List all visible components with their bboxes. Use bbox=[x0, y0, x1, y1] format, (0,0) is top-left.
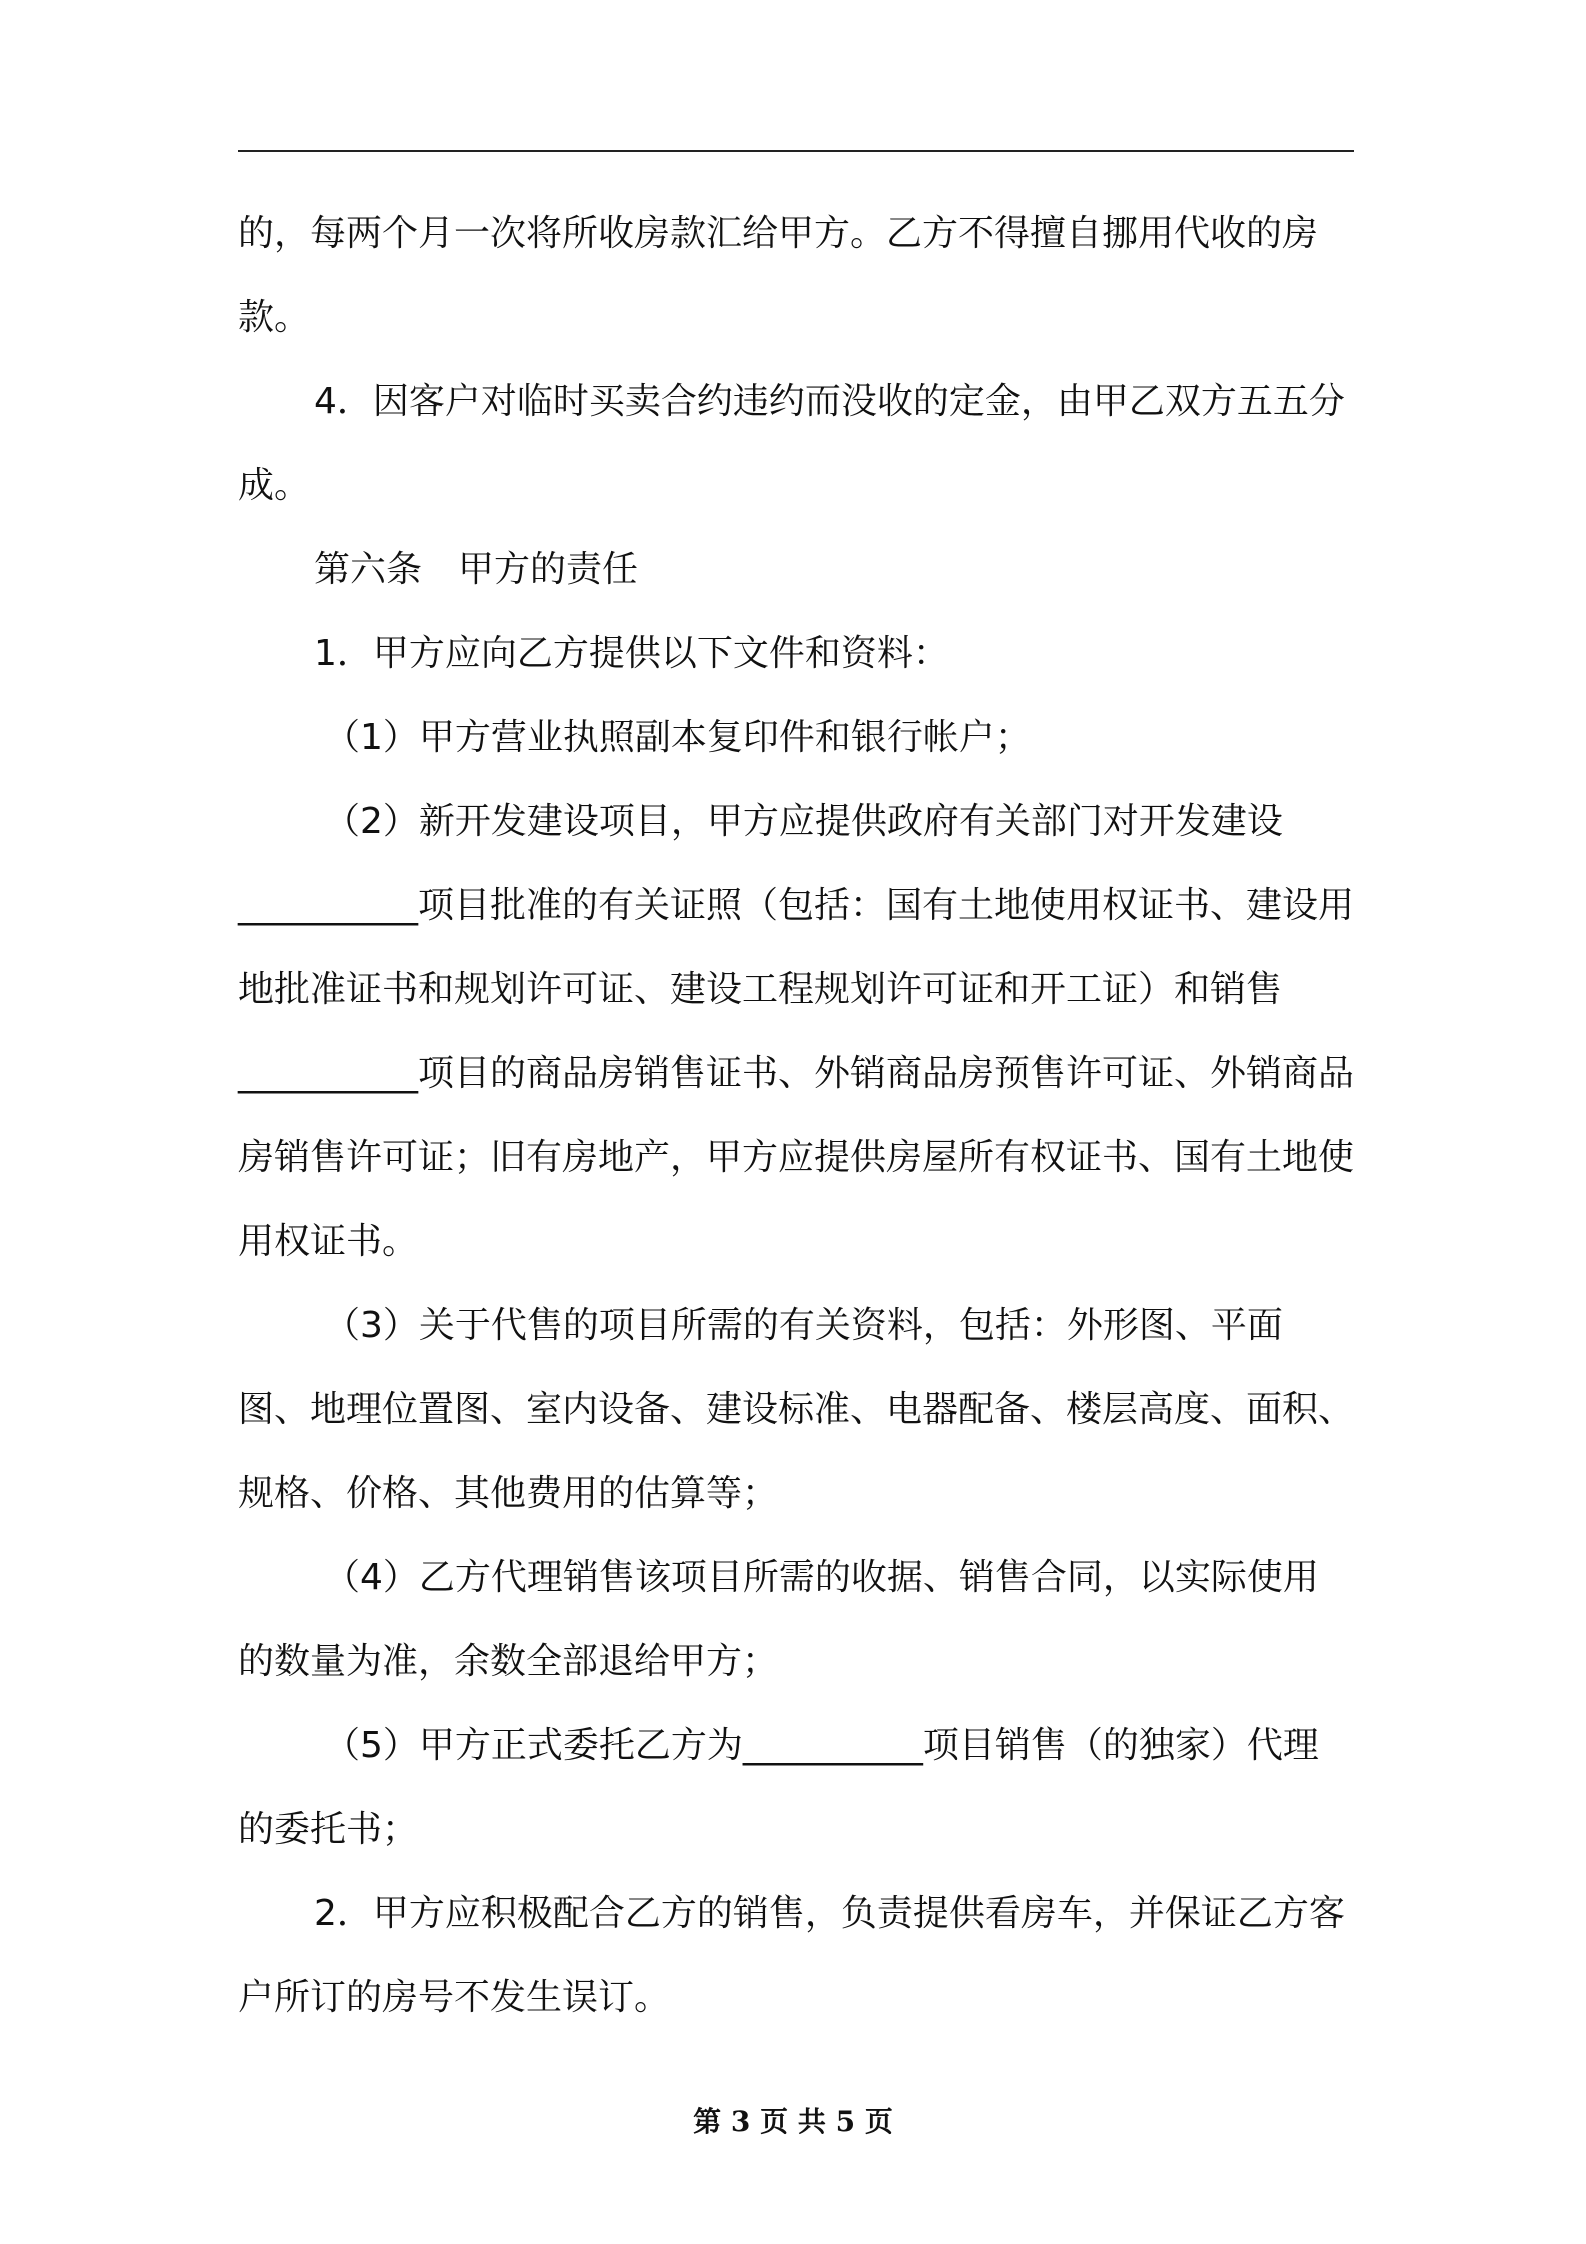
list-item-receipts-contracts: （4）乙方代理销售该项目所需的收据、销售合同，以实际使用的数量为准，余数全部退给甲方； bbox=[238, 1557, 1319, 1682]
page-number-footer: 第 3 页 共 5 页 bbox=[693, 2105, 893, 2138]
list-item-project-permits: （2）新开发建设项目，甲方应提供政府有关部门对开发建设__________项目批准的有关证照（包括：国有土地使用权证书、建设用地批准证书和规划许可证、建设工程规划许可证和开工证）和销售__________项目的商品房销售证书、外销商品房预售许可证、外销商品房销售许可证；旧有房地产，甲方应提供房屋所有权证书、国有土地使用权证书。 bbox=[238, 801, 1355, 1262]
paragraph-provide-documents: 1．甲方应向乙方提供以下文件和资料： bbox=[314, 633, 949, 674]
document-body bbox=[238, 192, 1354, 2040]
paragraph-deposit-split: 4．因客户对临时买卖合约违约而没收的定金，由甲乙双方五五分成。 bbox=[238, 381, 1345, 506]
header-rule bbox=[238, 150, 1354, 152]
section-heading-article-six: 第六条 甲方的责任 bbox=[314, 549, 639, 590]
paragraph-cooperate-sales: 2．甲方应积极配合乙方的销售，负责提供看房车，并保证乙方客户所订的房号不发生误订。 bbox=[238, 1893, 1345, 2018]
list-item-business-license: （1）甲方营业执照副本复印件和银行帐户； bbox=[324, 717, 1031, 758]
list-item-project-materials: （3）关于代售的项目所需的有关资料，包括：外形图、平面图、地理位置图、室内设备、建设标准、电器配备、楼层高度、面积、规格、价格、其他费用的估算等； bbox=[238, 1305, 1355, 1514]
list-item-power-of-attorney: （5）甲方正式委托乙方为__________项目销售（的独家）代理的委托书； bbox=[238, 1725, 1319, 1850]
paragraph-payment-transfer: 的，每两个月一次将所收房款汇给甲方。乙方不得擅自挪用代收的房款。 bbox=[238, 213, 1319, 338]
